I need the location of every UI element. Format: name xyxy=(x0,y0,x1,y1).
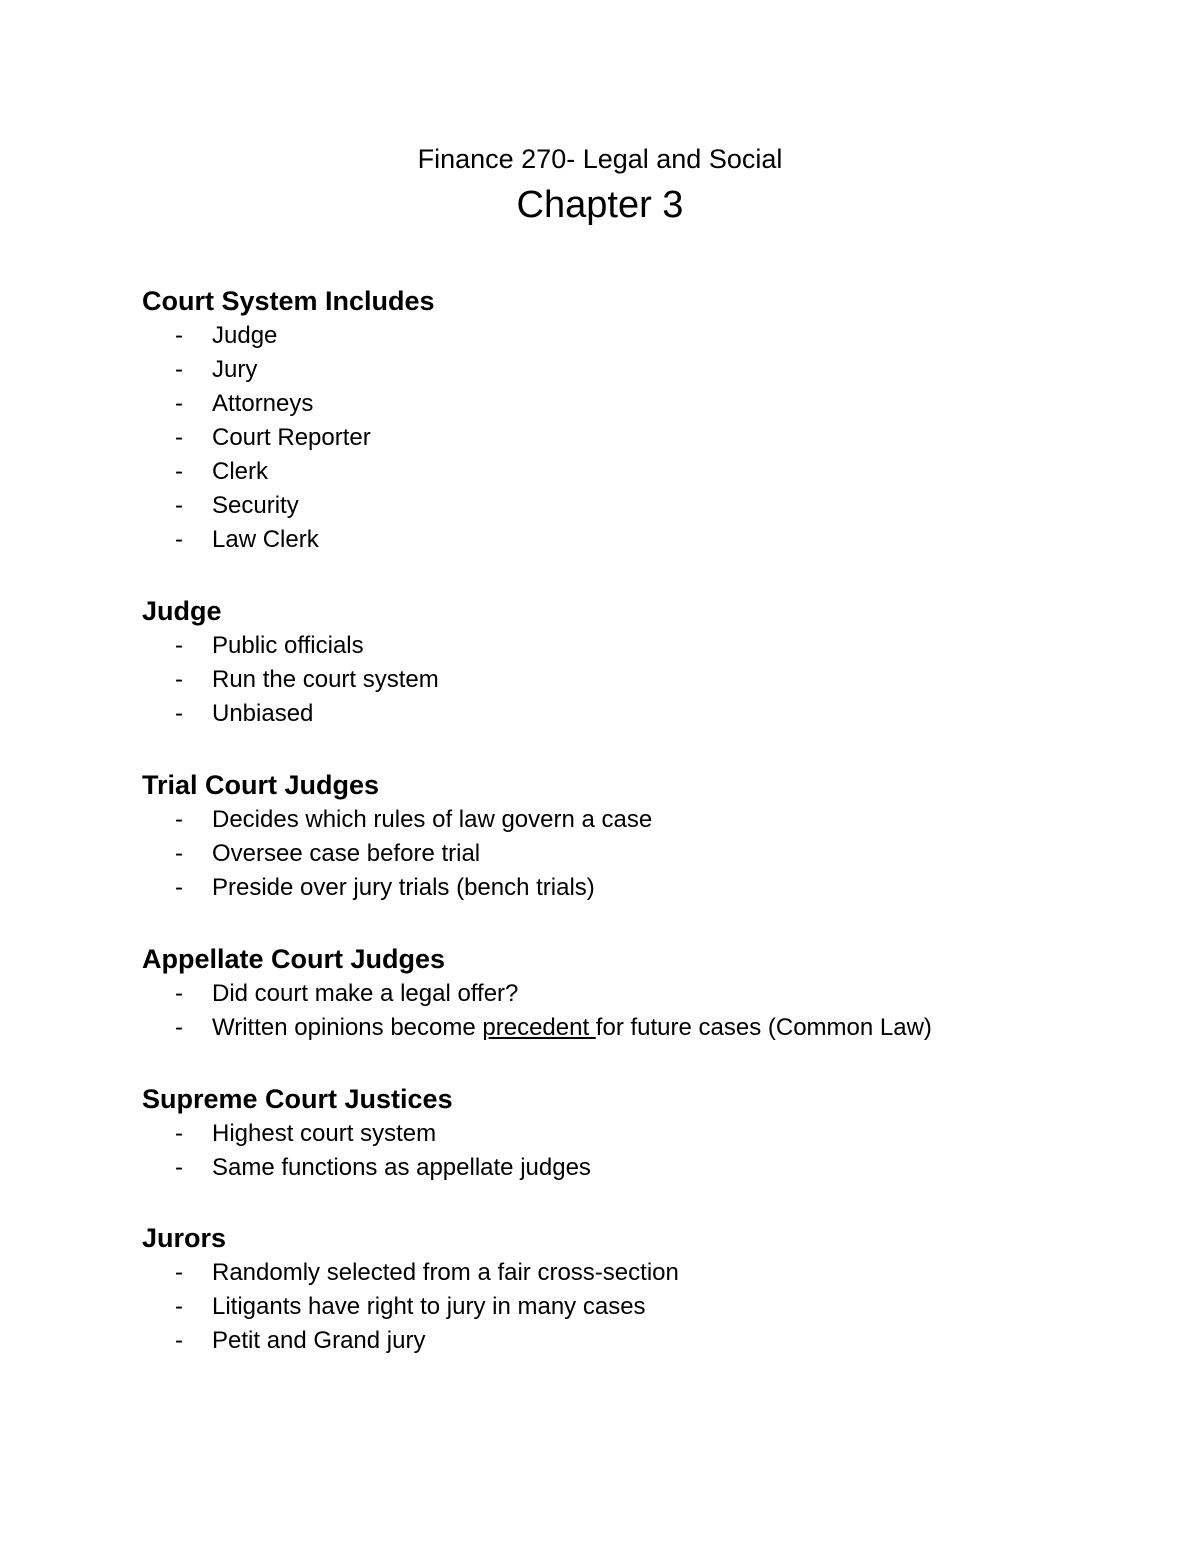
chapter-title: Chapter 3 xyxy=(516,184,684,226)
list-item xyxy=(142,489,1142,523)
list-item xyxy=(142,319,1142,353)
bullet-dash: - xyxy=(175,632,183,659)
bullet-dash: - xyxy=(175,700,183,727)
bullet-dash: - xyxy=(175,666,183,693)
notes-content xyxy=(142,283,1142,1394)
list-item-text: Jury xyxy=(212,356,258,383)
list-item xyxy=(142,977,1142,1011)
list-item-text: Highest court system xyxy=(212,1120,437,1147)
bullet-list xyxy=(142,1117,1142,1185)
precedent-text-before: Written opinions become xyxy=(212,1014,483,1041)
bullet-dash: - xyxy=(175,526,183,553)
bullet-list xyxy=(142,803,1142,905)
section-jurors xyxy=(142,1220,1142,1358)
list-item-text: Decides which rules of law govern a case xyxy=(212,806,653,833)
list-item xyxy=(142,1117,1142,1151)
bullet-dash: - xyxy=(175,492,183,519)
list-item xyxy=(142,871,1142,905)
list-item-text: Attorneys xyxy=(212,390,314,417)
list-item xyxy=(142,1290,1142,1324)
section-heading: Supreme Court Justices xyxy=(142,1084,453,1114)
bullet-list xyxy=(142,977,1142,1045)
list-item xyxy=(142,455,1142,489)
bullet-dash: - xyxy=(175,424,183,451)
bullet-dash: - xyxy=(175,980,183,1007)
section-heading: Judge xyxy=(142,596,222,626)
precedent-text-after: for future cases (Common Law) xyxy=(595,1014,932,1041)
list-item-text: Litigants have right to jury in many cases xyxy=(212,1293,646,1320)
bullet-dash: - xyxy=(175,840,183,867)
list-item-text: Clerk xyxy=(212,458,269,485)
section-supreme-court-justices xyxy=(142,1081,1142,1185)
section-heading: Appellate Court Judges xyxy=(142,944,446,974)
section-appellate-court-judges xyxy=(142,941,1142,1045)
list-item-text: Same functions as appellate judges xyxy=(212,1154,591,1181)
list-item xyxy=(142,1151,1142,1185)
list-item xyxy=(142,353,1142,387)
list-item-text: Public officials xyxy=(212,632,364,659)
list-item-text: Law Clerk xyxy=(212,526,319,553)
list-item-text: Petit and Grand jury xyxy=(212,1327,426,1354)
list-item xyxy=(142,421,1142,455)
list-item-text: Did court make a legal offer? xyxy=(212,980,519,1007)
bullet-list xyxy=(142,319,1142,557)
bullet-dash: - xyxy=(175,1014,183,1041)
bullet-dash: - xyxy=(175,356,183,383)
bullet-dash: - xyxy=(175,322,183,349)
section-judge xyxy=(142,593,1142,731)
bullet-dash: - xyxy=(175,1293,183,1320)
list-item-text: Preside over jury trials (bench trials) xyxy=(212,874,595,901)
precedent-underlined-text: precedent xyxy=(482,1014,596,1041)
bullet-dash: - xyxy=(175,874,183,901)
list-item-text: Randomly selected from a fair cross-section xyxy=(212,1259,679,1286)
list-item xyxy=(142,1256,1142,1290)
list-item xyxy=(142,837,1142,871)
course-title: Finance 270- Legal and Social xyxy=(417,144,783,174)
bullet-list xyxy=(142,1256,1142,1358)
bullet-dash: - xyxy=(175,1120,183,1147)
bullet-dash: - xyxy=(175,806,183,833)
list-item xyxy=(142,697,1142,731)
bullet-list xyxy=(142,629,1142,731)
list-item xyxy=(142,387,1142,421)
list-item xyxy=(142,803,1142,837)
bullet-dash: - xyxy=(175,1327,183,1354)
list-item-text: Run the court system xyxy=(212,666,439,693)
list-item-text: Court Reporter xyxy=(212,424,371,451)
list-item xyxy=(142,1011,1142,1045)
bullet-dash: - xyxy=(175,458,183,485)
section-heading: Jurors xyxy=(142,1223,227,1253)
section-trial-court-judges xyxy=(142,767,1142,905)
list-item-text: Security xyxy=(212,492,299,519)
bullet-dash: - xyxy=(175,390,183,417)
section-court-system xyxy=(142,283,1142,557)
bullet-dash: - xyxy=(175,1154,183,1181)
section-heading: Court System Includes xyxy=(142,286,435,316)
list-item xyxy=(142,1324,1142,1358)
list-item-text: Judge xyxy=(212,322,278,349)
list-item-text: Oversee case before trial xyxy=(212,840,481,867)
list-item-text xyxy=(212,1014,932,1041)
list-item xyxy=(142,523,1142,557)
bullet-dash: - xyxy=(175,1259,183,1286)
list-item-text: Unbiased xyxy=(212,700,314,727)
list-item xyxy=(142,629,1142,663)
list-item xyxy=(142,663,1142,697)
section-heading: Trial Court Judges xyxy=(142,770,380,800)
